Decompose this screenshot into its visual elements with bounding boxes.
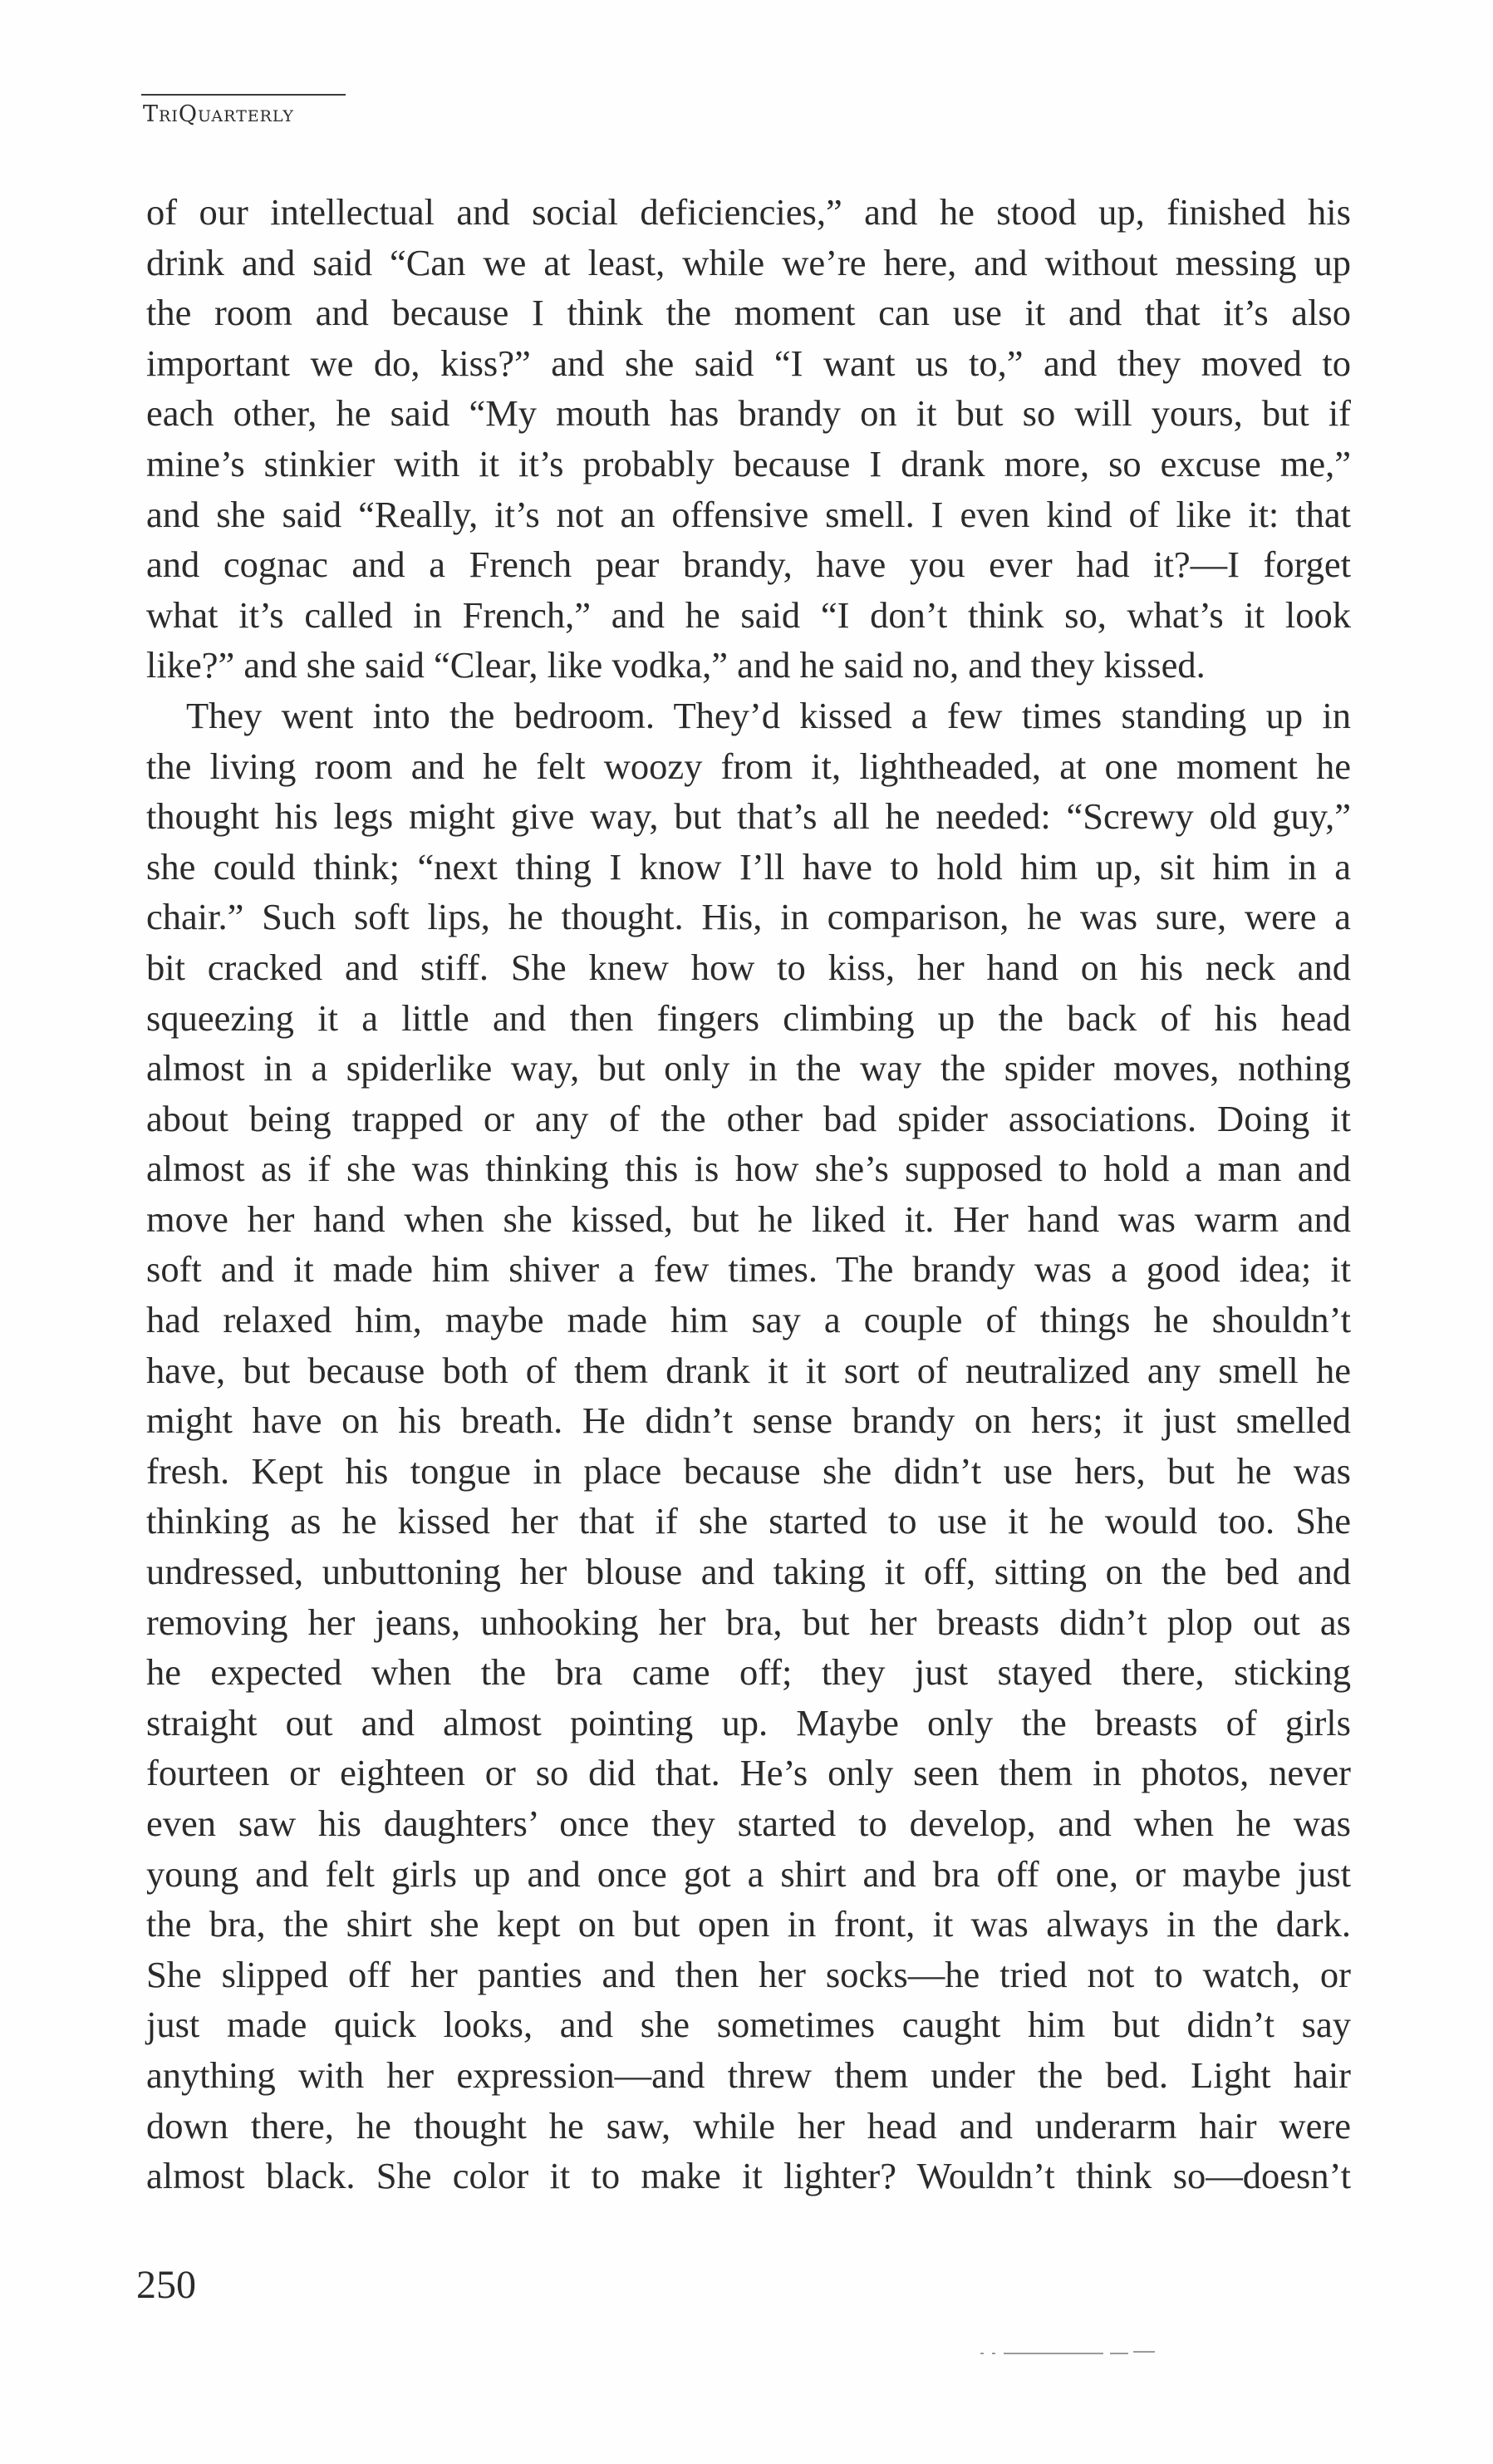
text-line: almost black. She color it to make it lighter? Wouldn’t think so—doesn’t (146, 2155, 1351, 2197)
text-line: soft and it made him shiver a few times. The brandy was a good idea; it (146, 1248, 1351, 1291)
text-line: move her hand when she kissed, but he liked it. Her hand was warm and (146, 1198, 1351, 1240)
text-line: the living room and he felt woozy from it, lightheaded, at one moment he (146, 745, 1351, 787)
text-line: important we do, kiss?” and she said “I want us to,” and they moved to (146, 342, 1351, 384)
text-line: thought his legs might give way, but that’s all he needed: “Screwy old guy,” (146, 795, 1351, 838)
text-line: squeezing it a little and then fingers climbing up the back of his head (146, 996, 1351, 1039)
text-line: the bra, the shirt she kept on but open in front, it was always in the dark. (146, 1903, 1351, 1945)
text-line: and cognac and a French pear brandy, have you ever had it?—I forget (146, 543, 1351, 586)
text-line: chair.” Such soft lips, he thought. His, in comparison, he was sure, were a (146, 896, 1351, 938)
text-line: thinking as he kissed her that if she started to use it he would too. She (146, 1500, 1351, 1542)
text-line: fresh. Kept his tongue in place because she didn’t use hers, but he was (146, 1449, 1351, 1492)
text-line: fourteen or eighteen or so did that. He’s only seen them in photos, never (146, 1752, 1351, 1794)
text-line: might have on his breath. He didn’t sense brandy on hers; it just smelled (146, 1399, 1351, 1442)
text-line: of our intellectual and social deficiencies,” and he stood up, finished his (146, 191, 1351, 233)
header-rule (141, 94, 346, 96)
text-line: almost as if she was thinking this is how she’s supposed to hold a man and (146, 1148, 1351, 1190)
text-line: anything with her expression—and threw them under the bed. Light hair (146, 2053, 1351, 2096)
text-line: young and felt girls up and once got a shirt and bra off one, or maybe just (146, 1852, 1351, 1895)
text-line: the room and because I think the moment can use it and that it’s also (146, 292, 1351, 334)
text-line: about being trapped or any of the other bad spider associations. Doing it (146, 1097, 1351, 1139)
text-line: like?” and she said “Clear, like vodka,” and he said no, and they kissed. (146, 644, 1206, 686)
text-line: even saw his daughters’ once they started to develop, and when he was (146, 1803, 1351, 1844)
text-line: removing her jeans, unhooking her bra, but her breasts didn’t plop out as (146, 1601, 1351, 1643)
text-line: have, but because both of them drank it it sort of neutralized any smell he (146, 1349, 1351, 1391)
text-line: straight out and almost pointing up. Maybe only the breasts of girls (146, 1701, 1351, 1743)
running-head: TriQuarterly (143, 101, 294, 127)
text-line: down there, he thought he saw, while her head and underarm hair were (146, 2104, 1351, 2147)
text-line: undressed, unbuttoning her blouse and taking it off, sitting on the bed and (146, 1551, 1351, 1593)
text-line: They went into the bedroom. They’d kissed a few times standing up in (186, 694, 1351, 736)
text-line: mine’s stinkier with it it’s probably because I drank more, so excuse me,” (146, 442, 1351, 484)
text-line: just made quick looks, and she sometimes caught him but didn’t say (146, 2004, 1351, 2046)
text-line: he expected when the bra came off; they just stayed there, sticking (146, 1651, 1351, 1694)
text-line: bit cracked and stiff. She knew how to kiss, her hand on his neck and (146, 946, 1351, 988)
text-line: She slipped off her panties and then her socks—he tried not to watch, or (146, 1953, 1351, 1995)
text-line: almost in a spiderlike way, but only in the way the spider moves, nothing (146, 1047, 1351, 1089)
text-line: she could think; “next thing I know I’ll have to hold him up, sit him in a (146, 845, 1351, 888)
body-text (146, 187, 1351, 2201)
text-line: and she said “Really, it’s not an offensive smell. I even kind of like it: that (146, 493, 1351, 535)
text-line: drink and said “Can we at least, while we’re here, and without messing up (146, 241, 1351, 283)
scan-artifact (980, 2348, 1167, 2359)
text-line: what it’s called in French,” and he said “I don’t think so, what’s it look (146, 593, 1351, 636)
page-number: 250 (136, 2263, 196, 2307)
text-line: had relaxed him, maybe made him say a couple of things he shouldn’t (146, 1299, 1351, 1341)
text-line: each other, he said “My mouth has brandy on it but so will yours, but if (146, 392, 1351, 435)
